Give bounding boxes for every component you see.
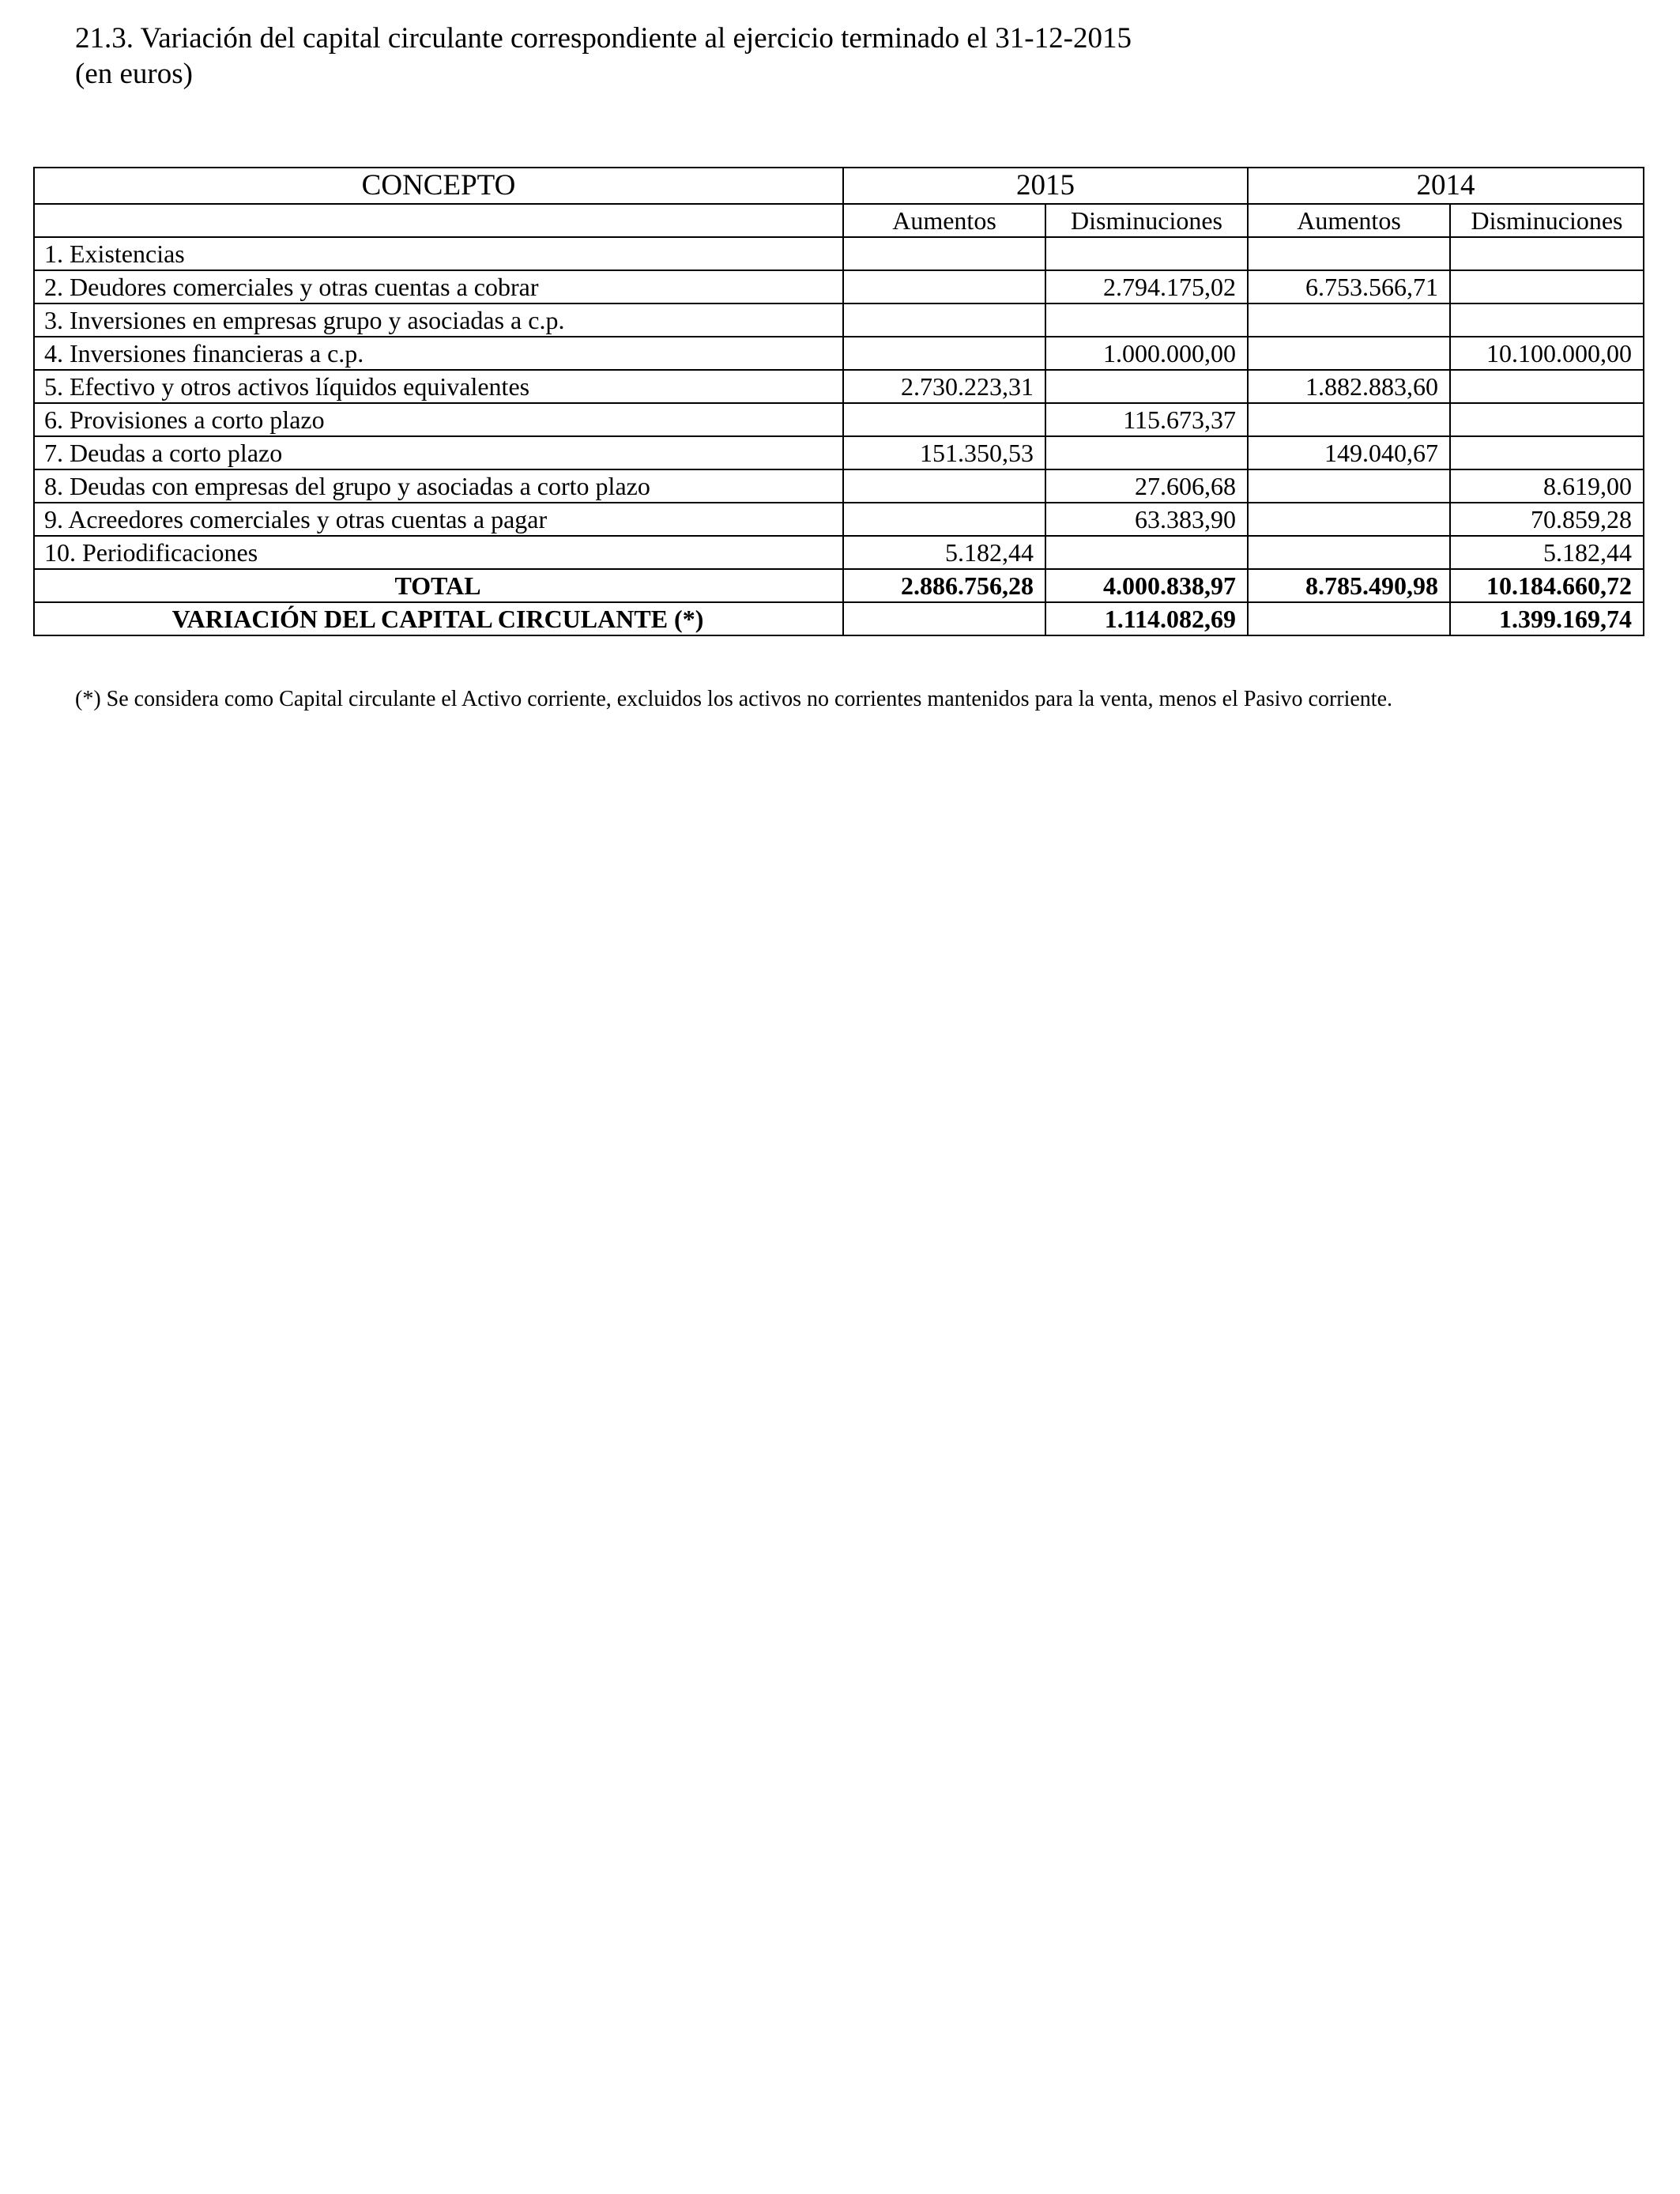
row-2014-increase: 1.882.883,60 xyxy=(1248,370,1450,403)
table-row xyxy=(34,270,1644,303)
row-concept: 6. Provisiones a corto plazo xyxy=(34,403,843,436)
row-2014-decrease xyxy=(1450,270,1644,303)
total-2014-increase: 8.785.490,98 xyxy=(1248,569,1450,602)
row-2015-increase xyxy=(843,337,1045,370)
row-2015-decrease: 27.606,68 xyxy=(1045,469,1248,503)
row-2014-increase xyxy=(1248,469,1450,503)
row-2015-decrease: 1.000.000,00 xyxy=(1045,337,1248,370)
subheader-2015-increases: Aumentos xyxy=(843,204,1045,237)
row-2015-decrease xyxy=(1045,370,1248,403)
total-label: TOTAL xyxy=(34,569,843,602)
row-2015-decrease: 115.673,37 xyxy=(1045,403,1248,436)
row-2015-decrease xyxy=(1045,436,1248,469)
variation-2015-increase xyxy=(843,602,1045,635)
row-concept: 4. Inversiones financieras a c.p. xyxy=(34,337,843,370)
variation-label: VARIACIÓN DEL CAPITAL CIRCULANTE (*) xyxy=(34,602,843,635)
row-2014-decrease: 8.619,00 xyxy=(1450,469,1644,503)
working-capital-table xyxy=(33,167,1644,636)
row-concept: 10. Periodificaciones xyxy=(34,536,843,569)
row-concept: 1. Existencias xyxy=(34,237,843,270)
table-row xyxy=(34,503,1644,536)
row-2014-increase xyxy=(1248,237,1450,270)
row-2015-decrease: 2.794.175,02 xyxy=(1045,270,1248,303)
row-2014-decrease: 10.100.000,00 xyxy=(1450,337,1644,370)
row-2015-increase: 5.182,44 xyxy=(843,536,1045,569)
table-row xyxy=(34,469,1644,503)
table-row xyxy=(34,370,1644,403)
row-2014-increase: 6.753.566,71 xyxy=(1248,270,1450,303)
total-row xyxy=(34,569,1644,602)
total-2014-decrease: 10.184.660,72 xyxy=(1450,569,1644,602)
subheader-blank xyxy=(34,204,843,237)
row-2014-increase xyxy=(1248,536,1450,569)
row-2015-increase xyxy=(843,237,1045,270)
row-2014-decrease xyxy=(1450,370,1644,403)
subheader-2014-increases: Aumentos xyxy=(1248,204,1450,237)
year-2015-header: 2015 xyxy=(843,168,1248,204)
row-2014-increase: 149.040,67 xyxy=(1248,436,1450,469)
row-2015-increase: 2.730.223,31 xyxy=(843,370,1045,403)
document-heading xyxy=(75,21,1132,92)
row-2015-increase xyxy=(843,270,1045,303)
variation-2015-decrease: 1.114.082,69 xyxy=(1045,602,1248,635)
row-concept: 8. Deudas con empresas del grupo y asociadas a corto plazo xyxy=(34,469,843,503)
row-2015-increase xyxy=(843,469,1045,503)
row-concept: 3. Inversiones en empresas grupo y asociadas a c.p. xyxy=(34,303,843,337)
row-concept: 7. Deudas a corto plazo xyxy=(34,436,843,469)
row-2014-increase xyxy=(1248,503,1450,536)
row-concept: 2. Deudores comerciales y otras cuentas a cobrar xyxy=(34,270,843,303)
row-2014-decrease xyxy=(1450,403,1644,436)
row-2014-decrease: 70.859,28 xyxy=(1450,503,1644,536)
row-2015-increase xyxy=(843,503,1045,536)
footnote: (*) Se considera como Capital circulante el Activo corriente, excluidos los activos no corrientes mantenidos para la venta, menos el Pasivo corriente. xyxy=(75,687,1393,711)
table-subheader-row xyxy=(34,204,1644,237)
row-concept: 5. Efectivo y otros activos líquidos equivalentes xyxy=(34,370,843,403)
row-2014-decrease xyxy=(1450,237,1644,270)
row-2015-increase xyxy=(843,403,1045,436)
row-2014-increase xyxy=(1248,337,1450,370)
table-row xyxy=(34,536,1644,569)
heading-title: 21.3. Variación del capital circulante correspondiente al ejercicio terminado el 31-12-2015 xyxy=(75,22,1132,55)
row-2014-decrease xyxy=(1450,436,1644,469)
table-row xyxy=(34,337,1644,370)
table-header-row xyxy=(34,168,1644,204)
row-2014-increase xyxy=(1248,403,1450,436)
row-2014-decrease xyxy=(1450,303,1644,337)
row-2015-decrease xyxy=(1045,303,1248,337)
variation-row xyxy=(34,602,1644,635)
table-row xyxy=(34,403,1644,436)
total-2015-increase: 2.886.756,28 xyxy=(843,569,1045,602)
heading-units: (en euros) xyxy=(75,58,193,90)
year-2014-header: 2014 xyxy=(1248,168,1644,204)
subheader-2015-decreases: Disminuciones xyxy=(1045,204,1248,237)
row-2015-increase: 151.350,53 xyxy=(843,436,1045,469)
row-2015-increase xyxy=(843,303,1045,337)
subheader-2014-decreases: Disminuciones xyxy=(1450,204,1644,237)
total-2015-decrease: 4.000.838,97 xyxy=(1045,569,1248,602)
table-row xyxy=(34,303,1644,337)
row-2014-increase xyxy=(1248,303,1450,337)
row-2015-decrease: 63.383,90 xyxy=(1045,503,1248,536)
row-2015-decrease xyxy=(1045,536,1248,569)
row-concept: 9. Acreedores comerciales y otras cuentas a pagar xyxy=(34,503,843,536)
table-body xyxy=(34,237,1644,635)
table-row xyxy=(34,237,1644,270)
concept-header: CONCEPTO xyxy=(34,168,843,204)
variation-2014-increase xyxy=(1248,602,1450,635)
row-2014-decrease: 5.182,44 xyxy=(1450,536,1644,569)
row-2015-decrease xyxy=(1045,237,1248,270)
table-row xyxy=(34,436,1644,469)
variation-2014-decrease: 1.399.169,74 xyxy=(1450,602,1644,635)
